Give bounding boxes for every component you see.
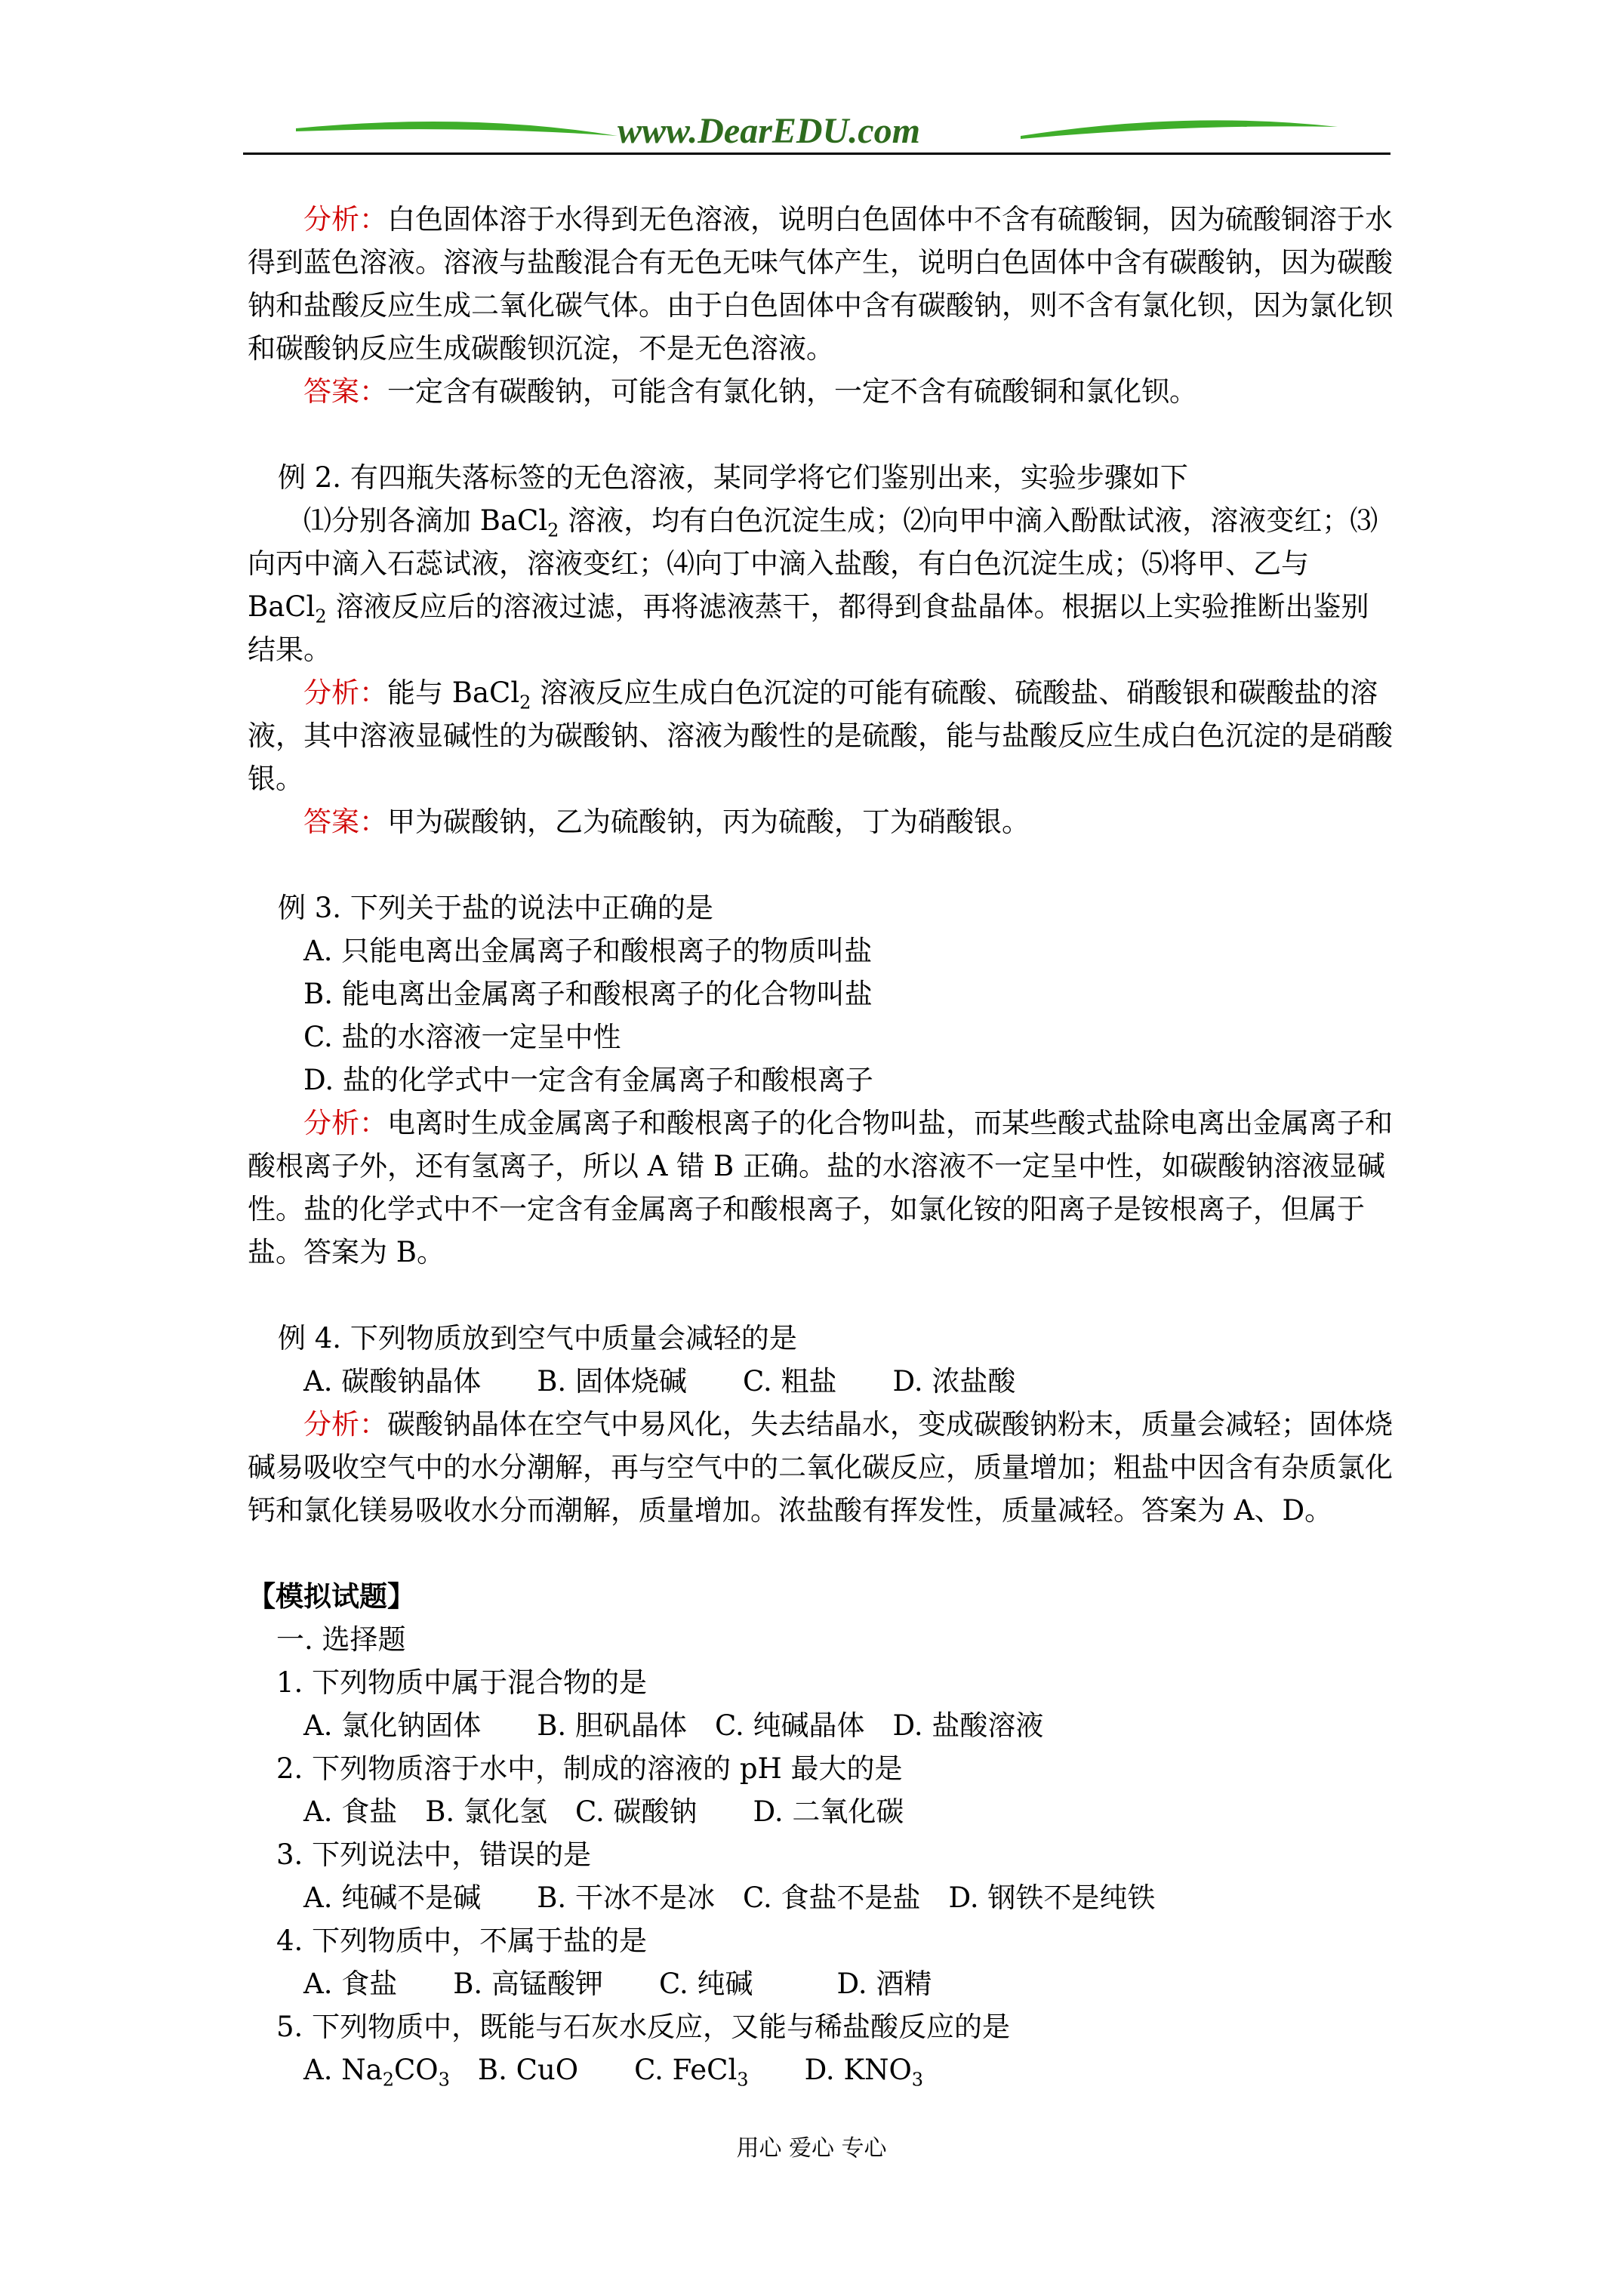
ex4-analysis: 分析：碳酸钠晶体在空气中易风化，失去结晶水，变成碳酸钠粉末，质量会减轻；固体烧碱易吸收空气中的水分潮解，再与空气中的二氧化碳反应，质量增加；粗盐中因含有杂质氯化钙和氯化镁易吸收水分而潮解，质量增加。浓盐酸有挥发性，质量减轻。答案为 A、D。	[248, 1408, 1393, 1527]
ex3-option-c: C. 盐的水溶液一定呈中性	[303, 1021, 621, 1053]
answer-label: 答案：	[303, 806, 387, 838]
ex2-title: 例 2. 有四瓶失落标签的无色溶液，某同学将它们鉴别出来，实验步骤如下	[278, 461, 1188, 494]
mock-heading: 【模拟试题】	[248, 1579, 415, 1613]
document-body	[248, 198, 1395, 2091]
answer-label: 答案：	[303, 375, 387, 408]
page-header	[243, 106, 1390, 159]
analysis-label: 分析：	[303, 1107, 387, 1139]
analysis-text: 白色固体溶于水得到无色溶液，说明白色固体中不含有硫酸铜，因为硫酸铜溶于水得到蓝色溶液。溶液与盐酸混合有无色无味气体产生，说明白色固体中含有碳酸钠，因为碳酸钠和盐酸反应生成二氧化碳气体。由于白色固体中含有碳酸钠，则不含有氯化钡，因为氯化钡和碳酸钠反应生成碳酸钡沉淀，不是无色溶液。	[248, 203, 1393, 365]
ex2-answer	[248, 800, 1395, 843]
answer-text: 甲为碳酸钠，乙为硫酸钠，丙为硫酸，丁为硝酸银。	[387, 806, 1030, 838]
question-1-options: A. 氯化钠固体 B. 胆矾晶体 C. 纯碱晶体 D. 盐酸溶液	[303, 1709, 1044, 1742]
question-3-options: A. 纯碱不是碱 B. 干冰不是冰 C. 食盐不是盐 D. 钢铁不是纯铁	[303, 1881, 1156, 1914]
ex4-title: 例 4. 下列物质放到空气中质量会减轻的是	[278, 1322, 797, 1354]
ex3-option-d: D. 盐的化学式中一定含有金属离子和酸根离子	[303, 1064, 873, 1096]
ex4-options: A. 碳酸钠晶体 B. 固体烧碱 C. 粗盐 D. 浓盐酸	[303, 1365, 1016, 1398]
page-footer: 用心 爱心 专心	[736, 2135, 887, 2162]
question-4-options: A. 食盐 B. 高锰酸钾 C. 纯碱 D. 酒精	[303, 1968, 932, 2000]
analysis-label: 分析：	[303, 1408, 387, 1441]
question-4: 4. 下列物质中，不属于盐的是	[276, 1925, 648, 1957]
ex2-steps: ⑴分别各滴加 BaCl$_2$ 溶液，均有白色沉淀生成；⑵向甲中滴入酚酞试液，溶液变红；⑶向丙中滴入石蕊试液，溶液变红；⑷向丁中滴入盐酸，有白色沉淀生成；⑸将甲、乙与 BaCl$_2$ 溶液反应后的溶液过滤，再将滤液蒸干，都得到食盐晶体。根据以上实验推断出鉴别结果。	[248, 504, 1378, 666]
ex3-title: 例 3. 下列关于盐的说法中正确的是	[278, 892, 713, 924]
question-5-options: A. $Na_2CO_3$ B. CuO C. FeCl$_3$ D. $KNO_3$	[303, 2054, 924, 2091]
answer-text: 一定含有碳酸钠，可能含有氯化钠，一定不含有硫酸铜和氯化钡。	[387, 375, 1197, 408]
question-2: 2. 下列物质溶于水中，制成的溶液的 pH 最大的是	[276, 1752, 903, 1785]
question-3: 3. 下列说法中，错误的是	[276, 1838, 592, 1871]
section-title: 一. 选择题	[276, 1623, 406, 1656]
question-5: 5. 下列物质中，既能与石灰水反应，又能与稀盐酸反应的是	[276, 2011, 1011, 2043]
analysis-label: 分析：	[303, 676, 387, 709]
ex2-analysis: 分析：能与 BaCl$_2$ 溶液反应生成白色沉淀的可能有硫酸、硫酸盐、硝酸银和碳酸盐的溶液，其中溶液显碱性的为碳酸钠、溶液为酸性的是硫酸，能与盐酸反应生成白色沉淀的是硝酸银。	[248, 676, 1393, 795]
header-rule	[243, 153, 1390, 155]
analysis-label: 分析：	[303, 203, 387, 236]
ex1-answer	[248, 370, 1395, 413]
site-logo-text[interactable]: www.DearEDU.com	[617, 111, 920, 151]
ex3-option-a: A. 只能电离出金属离子和酸根离子的物质叫盐	[303, 935, 873, 967]
ex1-analysis	[248, 198, 1395, 370]
ex3-option-b: B. 能电离出金属离子和酸根离子的化合物叫盐	[303, 978, 873, 1010]
ex3-analysis: 分析：电离时生成金属离子和酸根离子的化合物叫盐，而某些酸式盐除电离出金属离子和酸根离子外，还有氢离子，所以 A 错 B 正确。盐的水溶液不一定呈中性，如碳酸钠溶液显碱性。盐的化学式中不一定含有金属离子和酸根离子，如氯化铵的阳离子是铵根离子，但属于盐。答案为 B。	[248, 1107, 1393, 1268]
question-2-options: A. 食盐 B. 氯化氢 C. 碳酸钠 D. 二氧化碳	[303, 1795, 904, 1828]
question-1: 1. 下列物质中属于混合物的是	[276, 1666, 648, 1699]
